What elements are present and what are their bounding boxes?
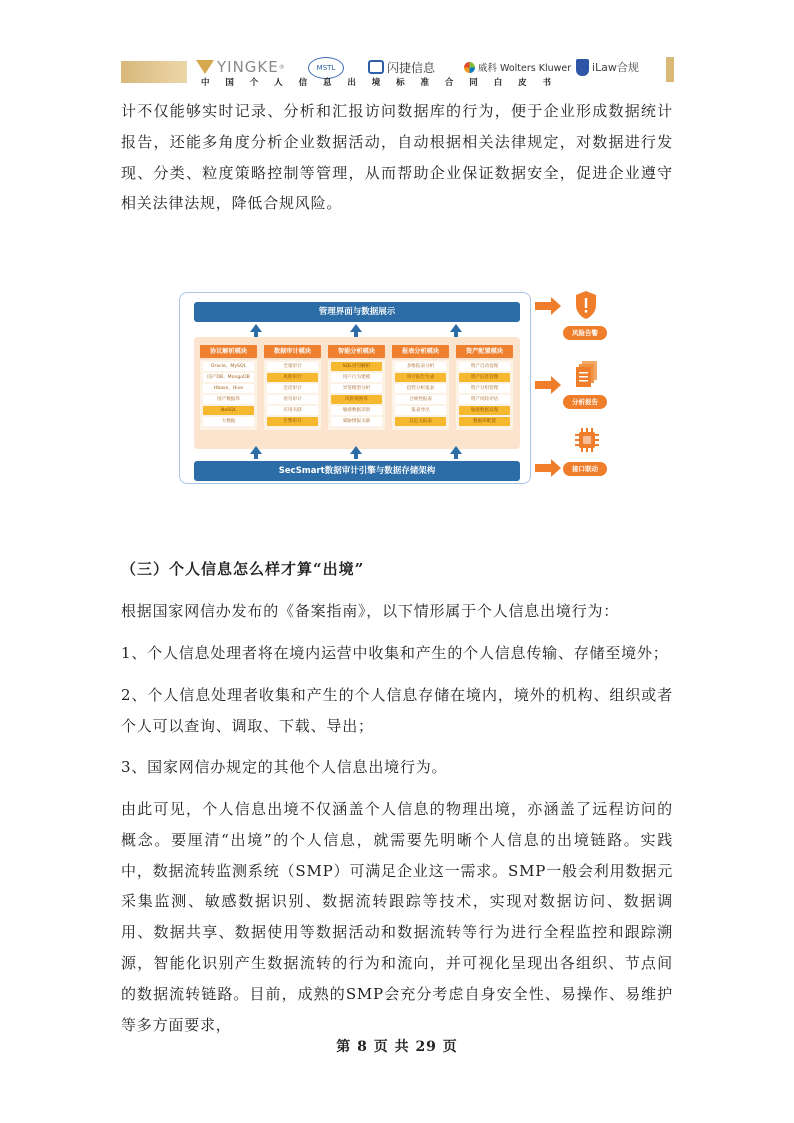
up-arrow-icon: [250, 446, 262, 454]
up-arrow-stem: [354, 454, 358, 459]
module-item: 大数据: [203, 417, 254, 426]
up-arrow-icon: [450, 324, 462, 332]
yingke-logo: YINGKE ®: [196, 55, 286, 79]
module-item: 资产自动发现: [459, 362, 510, 371]
output-risk-alert: 风险告警: [563, 326, 607, 340]
module-item: Oracle、MySQL: [203, 362, 254, 371]
module-item: Hbase、Hive: [203, 384, 254, 393]
ilaw-logo: iLaw合规: [576, 55, 639, 79]
secsmart-architecture-diagram: [179, 290, 619, 490]
module-item: 国产数据库: [203, 395, 254, 404]
management-ui-bar: 管理界面与数据展示: [194, 302, 520, 322]
header-tagline: 中 国 个 人 信 息 出 境 标 准 合 同 白 皮 书: [201, 78, 551, 88]
module-item: 敏感数据识别: [331, 406, 382, 415]
module-item: 趋势分析报表: [395, 384, 446, 393]
module-item: 多维报表分析: [395, 362, 446, 371]
secsmart-engine-bar: SecSmart数据审计引擎与数据存储架构: [194, 461, 520, 481]
module-item: 合规性报表: [395, 395, 446, 404]
section-heading: （三）个人信息怎么样才算“出境”: [121, 560, 365, 578]
diagram-frame: [179, 292, 531, 484]
page-number: 第 8 页 共 29 页: [336, 1039, 458, 1055]
right-arrow-icon: [535, 381, 551, 389]
module-item: 资产分组管理: [459, 384, 510, 393]
module-item: 审计报告生成: [395, 373, 446, 382]
intro-paragraph: 根据国家网信办发布的《备案指南》，以下情形属于个人信息出境行为：: [121, 602, 620, 620]
up-arrow-stem: [454, 454, 458, 459]
xunjie-logo: 闪捷信息: [368, 55, 435, 79]
up-arrow-icon: [350, 446, 362, 454]
up-arrow-icon: [250, 324, 262, 332]
wolters-kluwer-logo-icon: [464, 62, 475, 73]
up-arrow-stem: [254, 454, 258, 459]
xunjie-logo-icon: [368, 60, 384, 74]
module-item: 风险审计: [267, 373, 318, 382]
module-item: 报表导出: [395, 406, 446, 415]
module-item: 告警审计: [267, 417, 318, 426]
list-item-2: 2、个人信息处理者收集和产生的个人信息存储在境内，境外的机构、组织或者个人可以查询、调取、下载、导出；: [121, 686, 673, 735]
warning-shield-icon: [574, 290, 598, 320]
module-item: 全量审计: [267, 362, 318, 371]
wolters-kluwer-logo: 威科 Wolters Kluwer: [464, 55, 571, 79]
up-arrow-icon: [450, 446, 462, 454]
module-item: 应用关联: [267, 406, 318, 415]
module-item: 威胁情报关联: [331, 417, 382, 426]
module-report-analysis: 报表分析模块 多维报表分析 审计报告生成 趋势分析报表 合规性报表 报表导出 自定义报表: [392, 345, 449, 437]
module-item: SQL语句解析: [331, 362, 382, 371]
mstl-logo: MSTL: [308, 57, 344, 79]
ilaw-shield-icon: [576, 59, 589, 76]
output-analysis-report: 分析报告: [563, 395, 607, 409]
module-item: NoSQL: [203, 406, 254, 415]
module-item: 用户行为建模: [331, 373, 382, 382]
right-arrow-icon: [535, 464, 551, 472]
module-item: 异常模型分析: [331, 384, 382, 393]
module-item: 数据库配置: [459, 417, 510, 426]
module-item: 敏感数据发现: [459, 406, 510, 415]
report-documents-icon: [574, 360, 600, 388]
module-item: 自定义报表: [395, 417, 446, 426]
module-item: 国产DB、MongoDB: [203, 373, 254, 382]
module-item: 会话审计: [267, 384, 318, 393]
module-smart-analysis: 智能分析模块 SQL语句解析 用户行为建模 异常模型分析 风险规则库 敏感数据识别 威胁情报关联: [328, 345, 385, 437]
list-item-1: 1、个人信息处理者将在境内运营中收集和产生的个人信息传输、存储至境外；: [121, 644, 669, 662]
output-interface-linkage: 接口联动: [563, 462, 607, 476]
module-item: 语句审计: [267, 395, 318, 404]
chip-interface-icon: [574, 427, 600, 453]
module-item: 资产信息管理: [459, 373, 510, 382]
module-data-audit: 数据审计模块 全量审计 风险审计 会话审计 语句审计 应用关联 告警审计: [264, 345, 321, 437]
module-asset-config: 资产配置模块 资产自动发现 资产信息管理 资产分组管理 资产风险评估 敏感数据发现 数据库配置: [456, 345, 513, 437]
up-arrow-icon: [350, 324, 362, 332]
right-arrow-icon: [535, 302, 551, 310]
paragraph-smp: 由此可见，个人信息出境不仅涵盖个人信息的物理出境，亦涵盖了远程访问的概念。要厘清“出境”的个人信息，就需要先明晰个人信息的出境链路。实践中，数据流转监测系统（SMP）可满足企业这一需求。SMP一般会利用数据元采集监测、敏感数据识别、数据流转跟踪等技术，实现对数据访问、数据调用、数据共享、数据使用等数据活动和数据流转等行为进行全程监控和跟踪溯源，智能化识别产生数据流转的行为和流向，并可视化呈现出各组织、节点间的数据流转链路。目前，成熟的SMP会充分考虑自身安全性、易操作、易维护等多方面要求，: [121, 800, 673, 1034]
module-item: 资产风险评估: [459, 395, 510, 404]
yingke-logo-icon: [196, 60, 214, 74]
header-gold-bar-right: [666, 57, 674, 82]
module-item: 风险规则库: [331, 395, 382, 404]
header-gold-bar-left: [121, 61, 187, 83]
paragraph-audit-benefits: 计不仅能够实时记录、分析和汇报访问数据库的行为，便于企业形成数据统计报告，还能多角度分析企业数据活动，自动根据相关法律规定，对数据进行发现、分类、粒度策略控制等管理，从而帮助企业保证数据安全，促进企业遵守相关法律法规，降低合规风险。: [121, 102, 673, 213]
list-item-3: 3、国家网信办规定的其他个人信息出境行为。: [121, 758, 448, 776]
module-protocol-parsing: 协议解析模块 Oracle、MySQL 国产DB、MongoDB Hbase、Hive 国产数据库 NoSQL 大数据: [200, 345, 257, 437]
